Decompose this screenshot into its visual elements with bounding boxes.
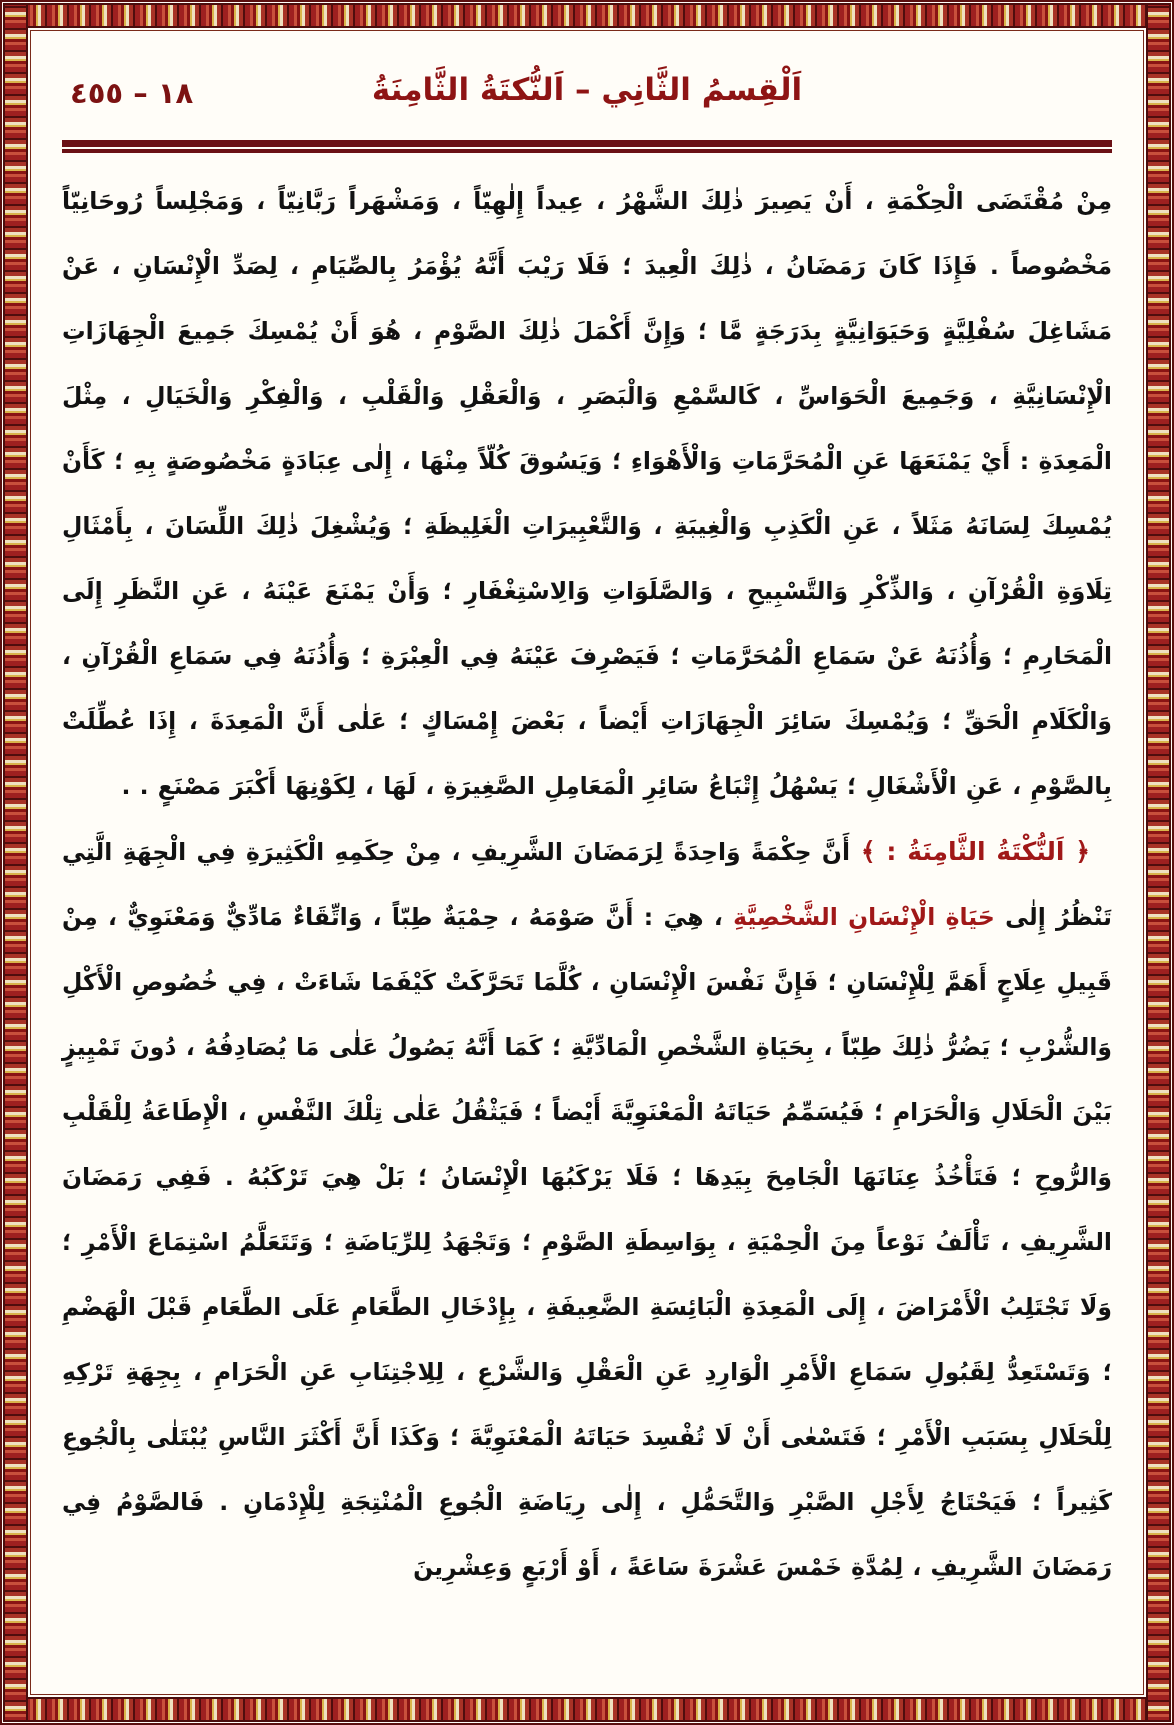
- paragraph-eighth-point-segment-2: ، هِيَ : أَنَّ صَوْمَهُ ، حِمْيَةٌ طِبّاً ، وَاتِّقَاءٌ مَادِّيٌّ وَمَعْنَوِيٌّ ، مِنْ قَبِيلِ عِلَاجٍ أَهَمَّ لِلْإِنْسَانِ ؛ فَإِنَّ نَفْسَ الْإِنْسَانِ ، كُلَّمَا تَحَرَّكَتْ كَيْفَمَا شَاءَتْ ، فِي خُصُوصِ الْأَكْلِ وَالشُّرْبِ ؛ يَضُرُّ ذٰلِكَ طِبّاً ، بِحَيَاةِ الشَّخْصِ الْمَادِّيَّةِ ؛ كَمَا أَنَّهُ يَصُولُ عَلٰى مَا يُصَادِفُهُ ، دُونَ تَمْيِيزٍ بَيْنَ الْحَلَالِ وَالْحَرَامِ ؛ فَيُسَمِّمُ حَيَاتَهُ الْمَعْنَوِيَّةَ أَيْضاً ؛ فَيَثْقُلُ عَلٰى تِلْكَ النَّفْسِ ، الْإِطَاعَةُ لِلْقَلْبِ وَالرُّوحِ ؛ فَتَأْخُذُ عِنَانَهَا الْجَامِحَ بِيَدِهَا ؛ فَلَا يَرْكَبُهَا الْإِنْسَانُ ؛ بَلْ هِيَ تَرْكَبُهُ . فَفِي رَمَضَانَ الشَّرِيفِ ، تَأْلَفُ نَوْعاً مِنَ الْحِمْيَةِ ، بِوَاسِطَةِ الصَّوْمِ ؛ وَتَجْهَدُ لِلرِّيَاضَةِ ؛ وَتَتَعَلَّمُ اسْتِمَاعَ الْأَمْرِ ؛ وَلَا تَجْتَلِبُ الْأَمْرَاضَ ، إِلَى الْمَعِدَةِ الْبَائِسَةِ الضَّعِيفَةِ ، بِإِدْخَالِ الطَّعَامِ عَلَى الطَّعَامِ قَبْلَ الْهَضْمِ ؛ وَتَسْتَعِدُّ لِقَبُولِ سَمَاعِ الْأَمْرِ الْوَارِدِ عَنِ الْعَقْلِ وَالشَّرْعِ ، لِلِاجْتِنَابِ عَنِ الْحَرَامِ ، بِجِهَةِ تَرْكِهِ لِلْحَلَالِ بِسَبَبِ الْأَمْرِ ؛ فَتَسْعٰى أَنْ لَا تُفْسِدَ حَيَاتَهُ الْمَعْنَوِيَّةَ ؛ وَكَذَا أَنَّ أَكْثَرَ النَّاسِ يُبْتَلٰى بِالْجُوعِ كَثِيراً ؛ فَيَحْتَاجُ لِأَجْلِ الصَّبْرِ وَالتَّحَمُّلِ ، إِلٰى رِيَاضَةِ الْجُوعِ الْمُنْتِجَةِ لِلْإِدْمَانِ . فَالصَّوْمُ فِي رَمَضَانَ الشَّرِيفِ ، لِمُدَّةِ خَمْسَ عَشْرَةَ سَاعَةً ، أَوْ أَرْبَعٍ وَعِشْرِينَ: [62, 903, 1112, 1581]
- paragraph-eighth-point-segment-1: أَنَّ حِكْمَةً وَاحِدَةً لِرَمَضَانَ الشَّرِيفِ ، مِنْ حِكَمِهِ الْكَثِيرَةِ فِي الْجِهَةِ الَّتِي تَنْظُرُ إِلٰى: [62, 838, 1112, 931]
- header-divider-rule: [62, 140, 1112, 153]
- frame-border-bottom: [3, 1697, 1171, 1722]
- page-title: اَلْقِسمُ الثَّانِي – اَلنُّكتَةُ الثَّامِنَةُ: [371, 72, 803, 108]
- paragraph-first: [62, 169, 1112, 819]
- page-number: ١٨ – ٤٥٥: [70, 76, 194, 110]
- frame-border-left: [3, 3, 28, 1722]
- frame-border-right: [1146, 3, 1171, 1722]
- frame-border-top: [3, 3, 1171, 28]
- paragraph-eighth-point: [62, 819, 1112, 1600]
- page-header: [62, 66, 1112, 138]
- body-text: [62, 169, 1112, 1600]
- highlighted-phrase-personal-life: حَيَاةِ الْإِنْسَانِ الشَّخْصِيَّةِ: [733, 903, 995, 931]
- page-content: [62, 66, 1112, 1685]
- paragraph-first-text: مِنْ مُقْتَضَى الْحِكْمَةِ ، أَنْ يَصِيرَ ذٰلِكَ الشَّهْرُ ، عِيداً إِلٰهِيّاً ، وَمَشْهَراً رَبَّانِيّاً ، وَمَجْلِساً رُوحَانِيّاً مَخْصُوصاً . فَإِذَا كَانَ رَمَضَانُ ، ذٰلِكَ الْعِيدَ ؛ فَلَا رَيْبَ أَنَّهُ يُؤْمَرُ بِالصِّيَامِ ، لِصَدِّ الْإِنْسَانِ ، عَنْ مَشَاغِلَ سُفْلِيَّةٍ وَحَيَوَانِيَّةٍ بِدَرَجَةٍ مَّا ؛ وَإِنَّ أَكْمَلَ ذٰلِكَ الصَّوْمِ ، هُوَ أَنْ يُمْسِكَ جَمِيعَ الْجِهَازَاتِ الْإِنْسَانِيَّةِ ، وَجَمِيعَ الْحَوَاسِّ ، كَالسَّمْعِ وَالْبَصَرِ ، وَالْعَقْلِ وَالْقَلْبِ ، وَالْفِكْرِ وَالْخَيَالِ ، مِثْلَ الْمَعِدَةِ : أَيْ يَمْنَعَهَا عَنِ الْمُحَرَّمَاتِ وَالْأَهْوَاءِ ؛ وَيَسُوقَ كُلّاً مِنْهَا ، إِلٰى عِبَادَةٍ مَخْصُوصَةٍ بِهِ ؛ كَأَنْ يُمْسِكَ لِسَانَهُ مَثَلاً ، عَنِ الْكَذِبِ وَالْغِيبَةِ ، وَالتَّعْبِيرَاتِ الْغَلِيظَةِ ؛ وَيُشْغِلَ ذٰلِكَ اللِّسَانَ ، بِأَمْثَالِ تِلَاوَةِ الْقُرْآنِ ، وَالذِّكْرِ وَالتَّسْبِيحِ ، وَالصَّلَوَاتِ وَالِاسْتِغْفَارِ ؛ وَأَنْ يَمْنَعَ عَيْنَهُ ، عَنِ النَّظَرِ إِلَى الْمَحَارِمِ ؛ وَأُذُنَهُ عَنْ سَمَاعِ الْمُحَرَّمَاتِ ؛ فَيَصْرِفَ عَيْنَهُ فِي الْعِبْرَةِ ؛ وَأُذُنَهُ فِي سَمَاعِ الْقُرْآنِ ، وَالْكَلَامِ الْحَقِّ ؛ وَيُمْسِكَ سَائِرَ الْجِهَازَاتِ أَيْضاً ، بَعْضَ إِمْسَاكٍ ؛ عَلٰى أَنَّ الْمَعِدَةَ ، إِذَا عُطِّلَتْ بِالصَّوْمِ ، عَنِ الْأَشْغَالِ ؛ يَسْهُلُ إِتْبَاعُ سَائِرِ الْمَعَامِلِ الصَّغِيرَةِ ، لَهَا ، لِكَوْنِهَا أَكْبَرَ مَصْنَعٍ . .: [62, 187, 1112, 800]
- section-heading-ornament: ﴿ اَلنُّكْتَةُ الثَّامِنَةُ : ﴾: [850, 837, 1090, 866]
